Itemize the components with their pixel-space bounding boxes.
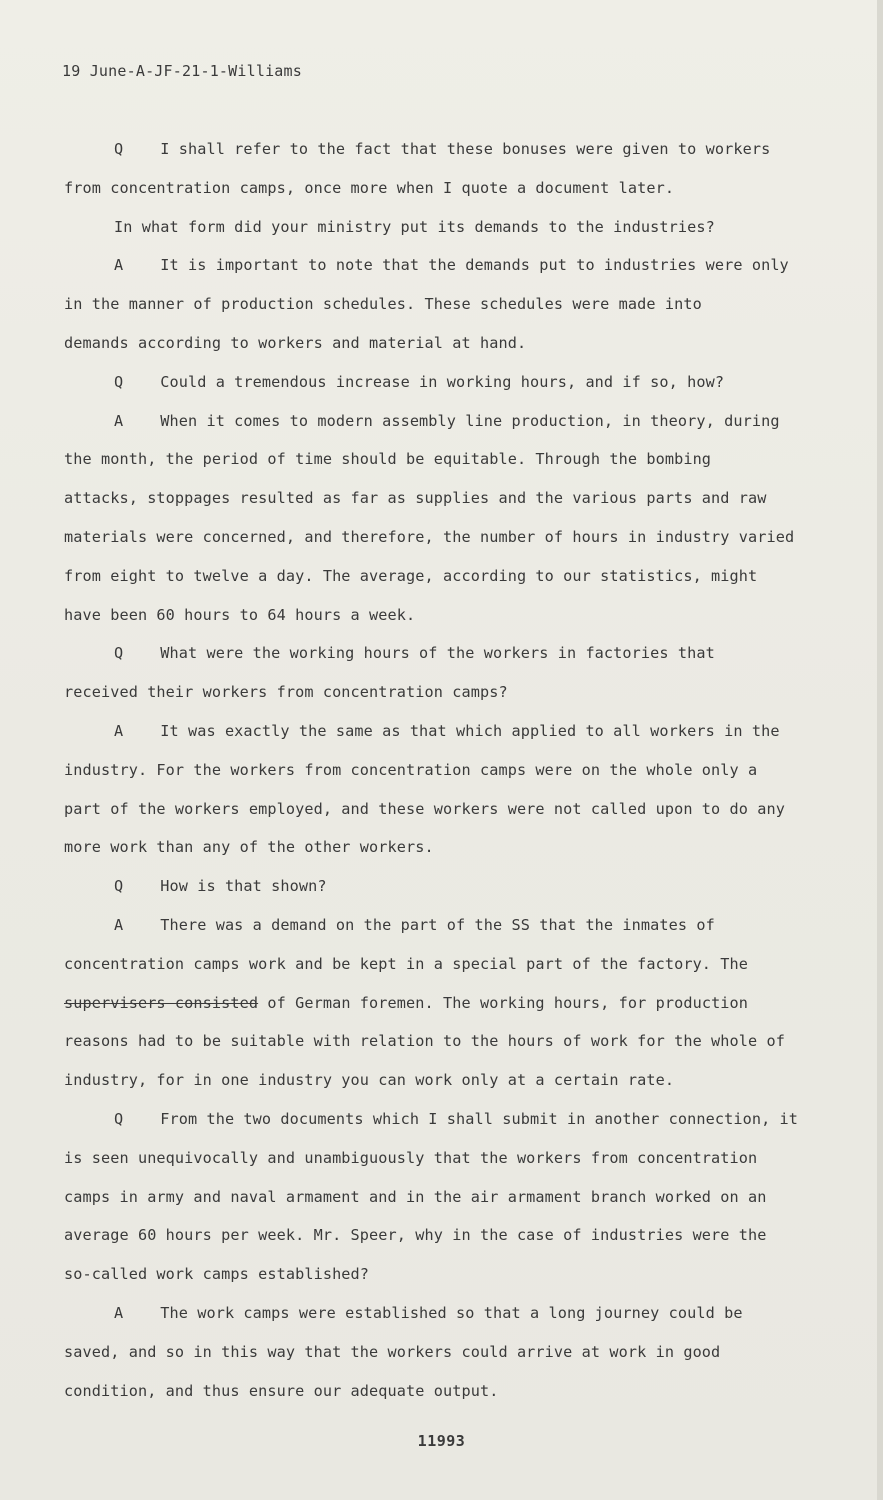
transcript-line	[62, 402, 837, 441]
struck-text: supervisers consisted	[64, 993, 259, 1012]
document-header: 19 June-A-JF-21-1-Williams	[62, 62, 302, 80]
transcript-line: average 60 hours per week. Mr. Speer, why in the case of industries were the	[64, 1226, 767, 1245]
line-text: There was a demand on the part of the SS that the inmates of	[160, 915, 715, 934]
transcript-line: more work than any of the other workers.	[64, 838, 434, 857]
speaker-label: A	[114, 721, 124, 740]
transcript-line	[62, 1100, 837, 1139]
speaker-label: Q	[114, 140, 124, 158]
transcript-line: is seen unequivocally and unambiguously that the workers from concentration	[64, 1148, 758, 1167]
transcript-line: In what form did your ministry put its demands to the industries?	[114, 217, 715, 236]
speaker-label: Q	[114, 644, 124, 663]
speaker-label: Q	[114, 1109, 124, 1128]
speaker-label: A	[114, 915, 124, 934]
line-text: How is that shown?	[160, 877, 327, 896]
line-text: of German foremen. The working hours, for production	[258, 993, 749, 1012]
line-text: Could a tremendous increase in working hours, and if so, how?	[160, 372, 725, 391]
speaker-label: A	[114, 256, 124, 275]
transcript-line: part of the workers employed, and these workers were not called upon to do any	[64, 799, 786, 818]
transcript-line: have been 60 hours to 64 hours a week.	[64, 605, 416, 624]
line-text: From the two documents which I shall submit in another connection, it	[160, 1109, 799, 1128]
transcript-line: camps in army and naval armament and in the air armament branch worked on an	[64, 1187, 767, 1206]
transcript-body	[62, 130, 837, 1410]
transcript-line	[62, 1294, 837, 1333]
transcript-line: so-called work camps established?	[64, 1265, 370, 1284]
transcript-line: received their workers from concentration camps?	[64, 683, 508, 702]
page-edge	[877, 0, 883, 1500]
speaker-label: Q	[114, 372, 124, 391]
transcript-line: in the manner of production schedules. These schedules were made into	[64, 295, 702, 314]
line-text: When it comes to modern assembly line production, in theory, during	[160, 411, 780, 430]
transcript-line	[62, 130, 837, 169]
line-text: It was exactly the same as that which applied to all workers in the	[160, 721, 780, 740]
speaker-label: A	[114, 411, 124, 430]
line-text: It is important to note that the demands put to industries were only	[160, 256, 789, 275]
transcript-line: the month, the period of time should be equitable. Through the bombing	[64, 450, 712, 469]
transcript-line: attacks, stoppages resulted as far as supplies and the various parts and raw	[64, 489, 767, 508]
transcript-line: industry, for in one industry you can work only at a certain rate.	[64, 1071, 675, 1090]
speaker-label: Q	[114, 877, 124, 896]
transcript-line	[62, 984, 837, 1023]
line-text: The work camps were established so that a long journey could be	[160, 1303, 743, 1322]
transcript-line	[62, 634, 837, 673]
page-number: 11993	[417, 1432, 466, 1450]
transcript-line: materials were concerned, and therefore, the number of hours in industry varied	[64, 527, 795, 546]
transcript-line	[62, 906, 837, 945]
transcript-line: from eight to twelve a day. The average, according to our statistics, might	[64, 566, 758, 585]
transcript-line: saved, and so in this way that the workers could arrive at work in good	[64, 1342, 721, 1361]
transcript-line: concentration camps work and be kept in a special part of the factory. The	[64, 954, 749, 973]
transcript-line	[62, 712, 837, 751]
transcript-line: from concentration camps, once more when I quote a document later.	[64, 178, 675, 197]
transcript-line: industry. For the workers from concentration camps were on the whole only a	[64, 760, 758, 779]
speaker-label: A	[114, 1303, 124, 1322]
transcript-line: condition, and thus ensure our adequate output.	[64, 1381, 499, 1400]
line-text: What were the working hours of the workers in factories that	[160, 644, 715, 663]
transcript-line: reasons had to be suitable with relation to the hours of work for the whole of	[64, 1032, 786, 1051]
transcript-line: demands according to workers and material at hand.	[64, 333, 527, 352]
transcript-line	[62, 363, 837, 402]
transcript-line	[62, 246, 837, 285]
transcript-line	[62, 867, 837, 906]
line-text: I shall refer to the fact that these bonuses were given to workers	[160, 140, 771, 158]
